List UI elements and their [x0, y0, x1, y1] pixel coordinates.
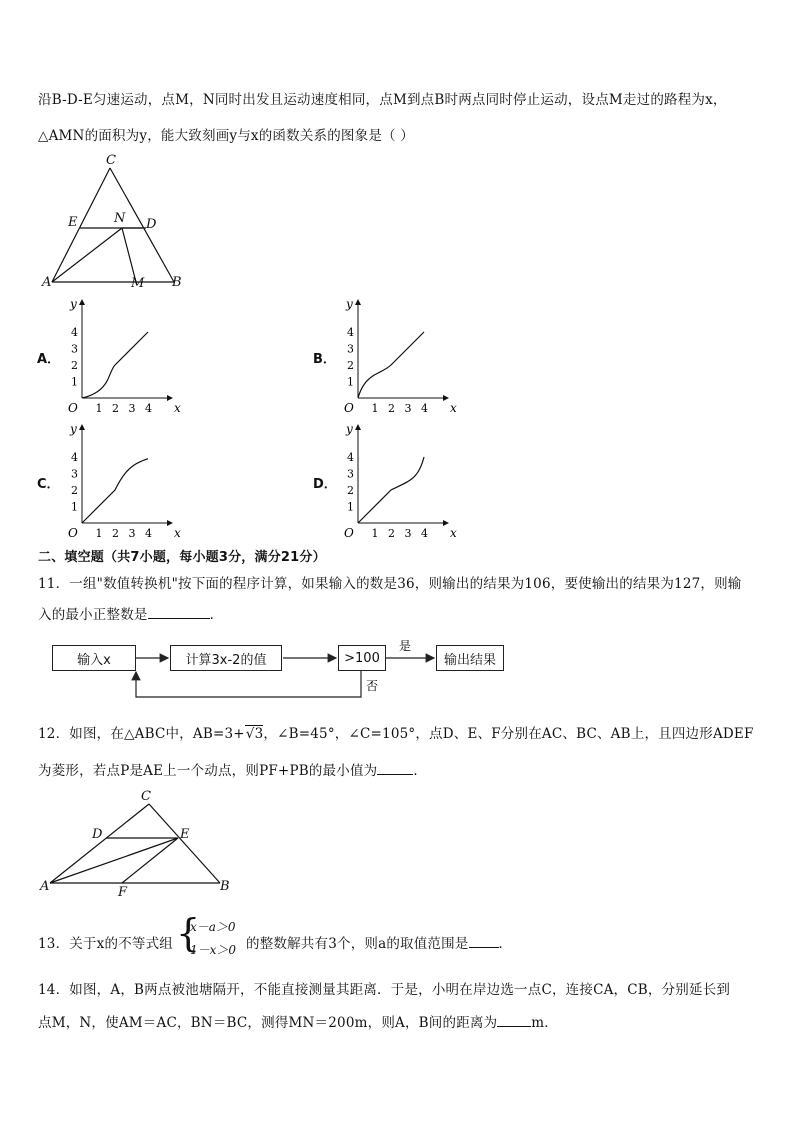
side-cb — [149, 804, 220, 883]
y-tick-label: 4 — [347, 326, 354, 339]
origin-label: O — [344, 526, 354, 539]
y-tick-label: 4 — [71, 326, 78, 339]
x-tick-label: 3 — [404, 402, 412, 414]
q11-text-line2: 入的最小正整数是 — [38, 607, 148, 623]
segment-ae — [50, 838, 178, 883]
label-b: B — [220, 879, 230, 894]
x-tick-label: 2 — [388, 527, 395, 539]
label-c: C — [141, 789, 151, 804]
origin-label: O — [344, 401, 354, 414]
y-tick-label: 3 — [347, 467, 354, 481]
q12-text-line2: 为菱形，若点P是AE上一个动点，则PF+PB的最小值为 — [38, 763, 378, 779]
q13-inequality-1: x－a＞0 — [190, 920, 236, 934]
x-tick-label: 4 — [421, 402, 428, 414]
q11-text-line1: 11．一组"数值转换机"按下面的程序计算，如果输入的数是36，则输出的结果为106，要使输出的结果为127，则输 — [38, 576, 742, 592]
q12-answer-blank[interactable] — [377, 774, 413, 775]
q11-answer-blank[interactable] — [148, 618, 210, 619]
y-axis-label: y — [346, 422, 353, 436]
y-tick-label: 1 — [347, 500, 354, 514]
y-tick-label: 1 — [71, 500, 78, 514]
x-tick-label: 4 — [145, 527, 152, 539]
side-ac — [50, 804, 149, 883]
flow-arrows — [0, 630, 520, 705]
x-tick-label: 4 — [145, 402, 152, 414]
option-b-graph — [336, 294, 466, 414]
x-tick-label: 3 — [128, 402, 136, 414]
flow-no-label: 否 — [366, 679, 379, 693]
q10-text-line1: 沿B-D-E匀速运动，点M，N同时出发且运动速度相同，点M到点B时两点同时停止运动，设点M走过的路程为x， — [38, 92, 727, 108]
function-curve — [82, 332, 148, 398]
flow-condition-box: >100 — [338, 645, 386, 671]
option-c-graph — [60, 419, 190, 539]
segment-nm — [122, 228, 136, 282]
label-c: C — [106, 153, 116, 168]
x-tick-label: 1 — [95, 402, 103, 414]
y-tick-label: 3 — [347, 342, 354, 356]
y-tick-label: 3 — [71, 467, 78, 481]
q10-triangle-figure — [36, 152, 196, 292]
q12-text-part1: 12．如图，在△ABC中，AB=3+ — [38, 726, 245, 742]
x-tick-label: 1 — [371, 527, 379, 539]
label-e: E — [180, 827, 190, 842]
label-d: D — [146, 217, 157, 232]
q13-text-pre: 13．关于x的不等式组 — [38, 936, 173, 952]
y-tick-label: 2 — [71, 484, 78, 497]
x-tick-label: 3 — [404, 527, 412, 539]
x-axis-label: x — [174, 401, 181, 414]
q14-text-line2: 点M，N，使AM＝AC，BN＝BC，测得MN＝200m，则A，B间的距离为 — [38, 1015, 498, 1031]
label-m: M — [131, 276, 145, 291]
y-tick-label: 2 — [347, 484, 354, 497]
y-tick-label: 1 — [347, 375, 354, 389]
q13-text-post: 的整数解共有3个，则a的取值范围是 — [246, 936, 469, 952]
y-tick-label: 2 — [71, 359, 78, 372]
label-f: F — [118, 885, 128, 898]
x-tick-label: 2 — [388, 402, 395, 414]
q12-sqrt: √3 — [245, 726, 264, 742]
section-heading: 二、填空题（共7小题，每小题3分，满分21分） — [38, 550, 326, 565]
q12-text-part2: ，∠B=45°，∠C=105°，点D、E、F分别在AC、BC、AB上，且四边形ADEF — [263, 726, 754, 742]
option-d-graph — [336, 419, 466, 539]
q13-answer-blank[interactable] — [469, 947, 499, 948]
q12-figure — [34, 786, 244, 898]
option-c-label: C． — [37, 477, 60, 492]
flow-yes-label: 是 — [399, 639, 412, 653]
q13-period: ． — [498, 936, 513, 952]
x-axis-label: x — [174, 526, 181, 539]
function-curve — [358, 457, 424, 523]
label-b: B — [172, 275, 182, 290]
origin-label: O — [68, 526, 78, 539]
x-tick-label: 4 — [421, 527, 428, 539]
label-d: D — [92, 827, 103, 842]
x-tick-label: 1 — [95, 527, 103, 539]
q12-sqrt-arg: 3 — [254, 726, 264, 742]
label-e: E — [68, 215, 78, 230]
function-curve — [82, 459, 148, 523]
q10-text-line2: △AMN的面积为y，能大致刻画y与x的函数关系的图象是（ ） — [38, 128, 414, 144]
q14-unit: m． — [531, 1015, 558, 1031]
y-tick-label: 3 — [71, 342, 78, 356]
flow-output-box: 输出结果 — [436, 645, 504, 671]
function-curve — [358, 332, 424, 398]
q14-answer-blank[interactable] — [497, 1026, 531, 1027]
side-ac — [52, 168, 110, 282]
x-axis-label: x — [450, 401, 457, 414]
label-a: A — [42, 275, 52, 290]
flow-compute-box: 计算3x-2的值 — [170, 645, 282, 671]
option-b-label: B． — [313, 352, 336, 367]
y-axis-label: y — [346, 297, 353, 311]
q14-text-line1: 14．如图，A，B两点被池塘隔开，不能直接测量其距离．于是，小明在岸边选一点C，连接CA，CB，分别延长到 — [38, 982, 731, 998]
segment-fe — [122, 838, 178, 883]
q12-period: ． — [413, 763, 428, 779]
x-tick-label: 2 — [112, 527, 119, 539]
option-a-graph — [60, 294, 190, 414]
option-a-label: A． — [37, 352, 61, 367]
y-tick-label: 1 — [71, 375, 78, 389]
q11-period: ． — [209, 607, 224, 623]
q13-brace: { — [176, 911, 201, 955]
label-n: N — [114, 211, 126, 226]
origin-label: O — [68, 401, 78, 414]
x-axis-label: x — [450, 526, 457, 539]
segment-an — [52, 228, 122, 282]
flow-input-box: 输入x — [52, 645, 136, 671]
label-a: A — [40, 879, 50, 894]
y-tick-label: 4 — [71, 451, 78, 464]
x-tick-label: 3 — [128, 527, 136, 539]
y-axis-label: y — [70, 297, 77, 311]
x-tick-label: 2 — [112, 402, 119, 414]
y-axis-label: y — [70, 422, 77, 436]
y-tick-label: 4 — [347, 451, 354, 464]
q13-inequality-2: 1－x＞0 — [190, 943, 237, 957]
x-tick-label: 1 — [371, 402, 379, 414]
y-tick-label: 2 — [347, 359, 354, 372]
option-d-label: D． — [313, 477, 337, 492]
